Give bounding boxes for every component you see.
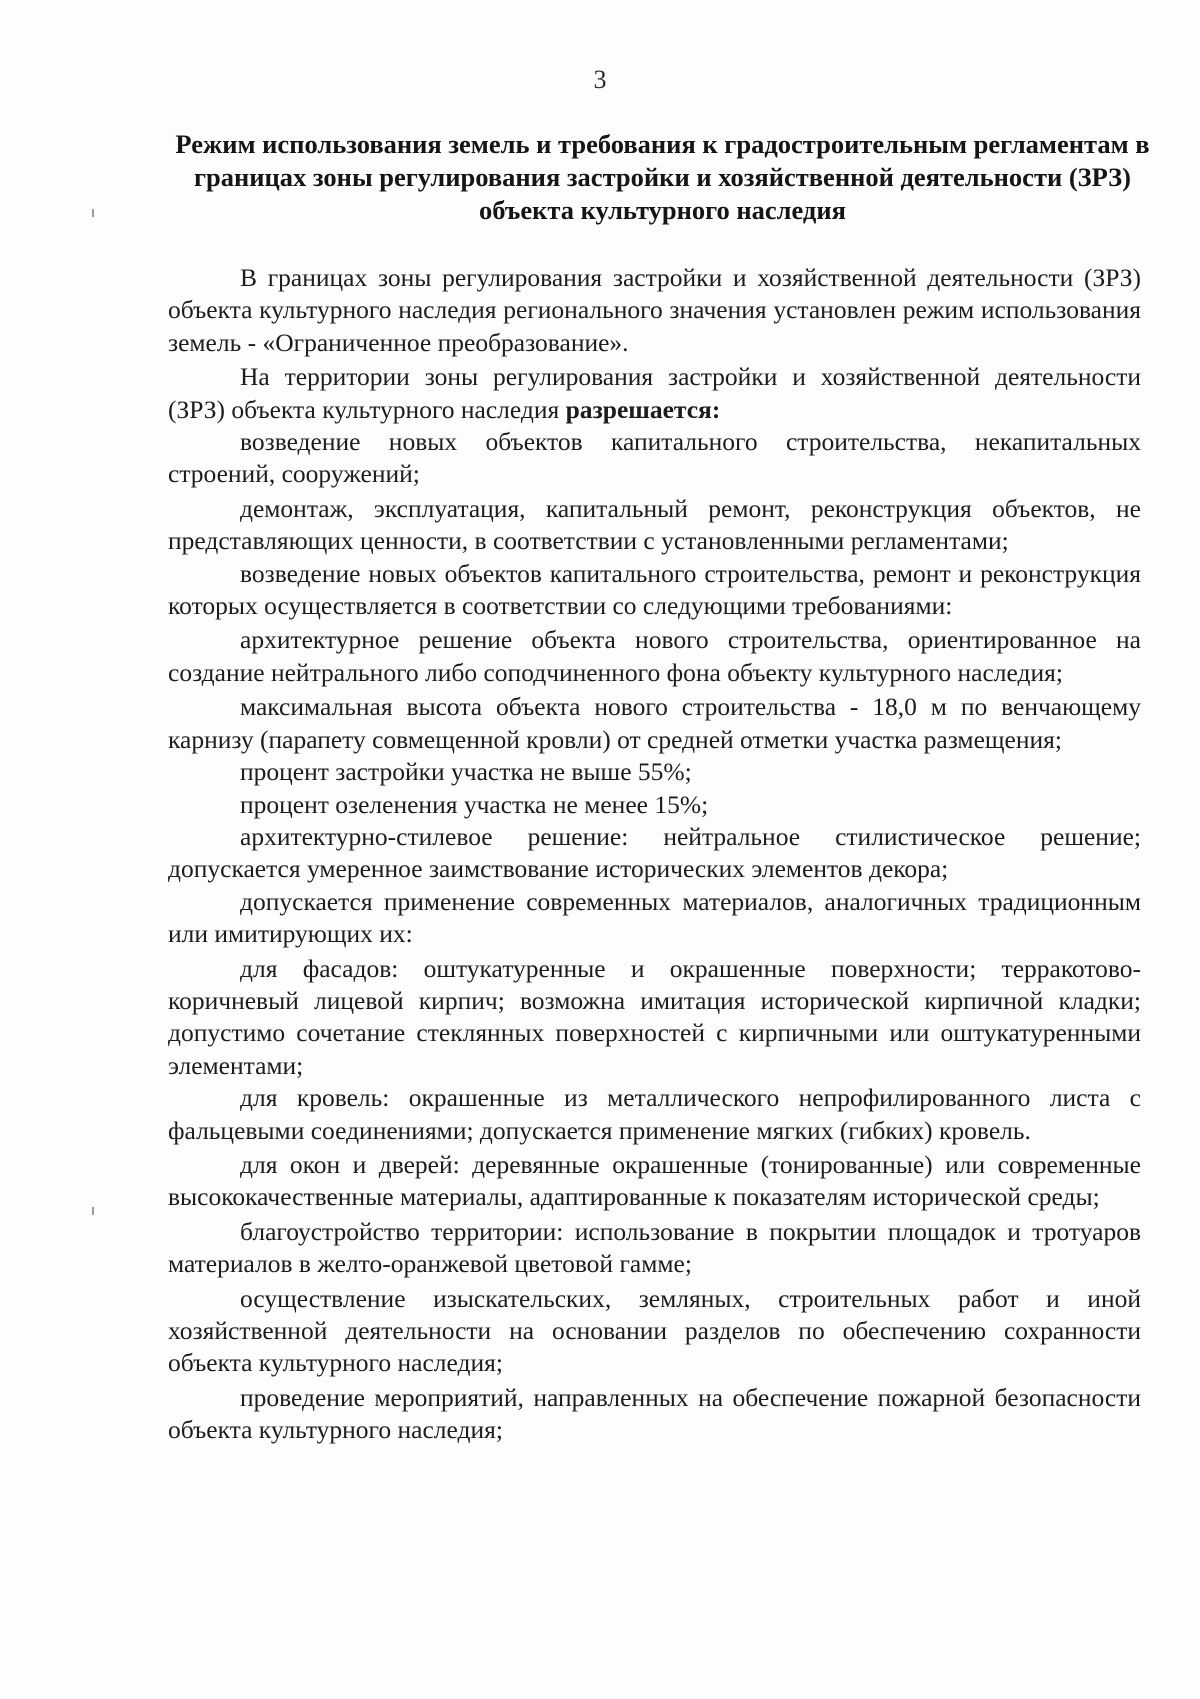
document-title: Режим использования земель и требования к градостроительным регламентам в границах зоны регулирования застройки и хозяйственной деятельности (ЗРЗ) объекта культурного наследия — [175, 129, 1150, 225]
document-body — [168, 262, 1141, 1447]
scan-artifact-mark — [92, 209, 94, 217]
emphasis-text: разрешается: — [565, 394, 721, 424]
page-number: 3 — [593, 65, 607, 94]
paragraph: для кровель: окрашенные из металлического непрофилированного листа с фальцевыми соединениями; допускается применение мягких (гибких) кровель. — [168, 1083, 1141, 1145]
paragraph: благоустройство территории: использование в покрытии площадок и тротуаров материалов в желто-оранжевой цветовой гамме; — [168, 1216, 1141, 1279]
paragraph: максимальная высота объекта нового строительства - 18,0 м по венчающему карнизу (парапету совмещенной кровли) от средней отметки участка размещения; — [168, 692, 1141, 754]
paragraph: для окон и дверей: деревянные окрашенные (тонированные) или современные высококачественные материалы, адаптированные к показателям исторической среды; — [168, 1149, 1141, 1212]
paragraph: допускается применение современных материалов, аналогичных традиционным или имитирующих их: — [168, 886, 1141, 949]
paragraph: для фасадов: оштукатуренные и окрашенные поверхности; терракотово-коричневый лицевой кирпич; возможна имитация исторической кирпичной кладки; допустимо сочетание стеклянных поверхностей с кирпичными или оштукатуренными элементами; — [168, 953, 1141, 1080]
paragraph: процент озеленения участка не менее 15%; — [240, 789, 709, 819]
paragraph: осуществление изыскательских, земляных, строительных работ и иной хозяйственной деятельности на основании разделов по обеспечению сохранности объекта культурного наследия; — [168, 1283, 1141, 1378]
paragraph: процент застройки участка не выше 55%; — [240, 757, 692, 787]
scan-artifact-mark — [92, 1207, 94, 1215]
paragraph: возведение новых объектов капитального строительства, ремонт и реконструкция которых осуществляется в соответствии со следующими требованиями: — [168, 558, 1141, 621]
paragraph: архитектурно-стилевое решение: нейтральное стилистическое решение; допускается умеренное заимствование исторических элементов декора; — [168, 821, 1141, 884]
paragraph-text: На территории зоны регулирования застройки и хозяйственной деятельности (ЗРЗ) объекта культурного наследия — [168, 362, 1141, 424]
paragraph — [168, 361, 1141, 426]
paragraph: проведение мероприятий, направленных на обеспечение пожарной безопасности объекта культурного наследия; — [168, 1382, 1141, 1445]
paragraph: В границах зоны регулирования застройки и хозяйственной деятельности (ЗРЗ) объекта культурного наследия регионального значения установлен режим использования земель - «Ограниченное преобразование». — [168, 263, 1141, 357]
paragraph: возведение новых объектов капитального строительства, некапитальных строений, сооружений; — [168, 427, 1141, 489]
paragraph: архитектурное решение объекта нового строительства, ориентированное на создание нейтрального либо соподчиненного фона объекту культурного наследия; — [168, 625, 1141, 687]
paragraph: демонтаж, эксплуатация, капитальный ремонт, реконструкция объектов, не представляющих ценности, в соответствии с установленными регламентами; — [168, 493, 1141, 556]
